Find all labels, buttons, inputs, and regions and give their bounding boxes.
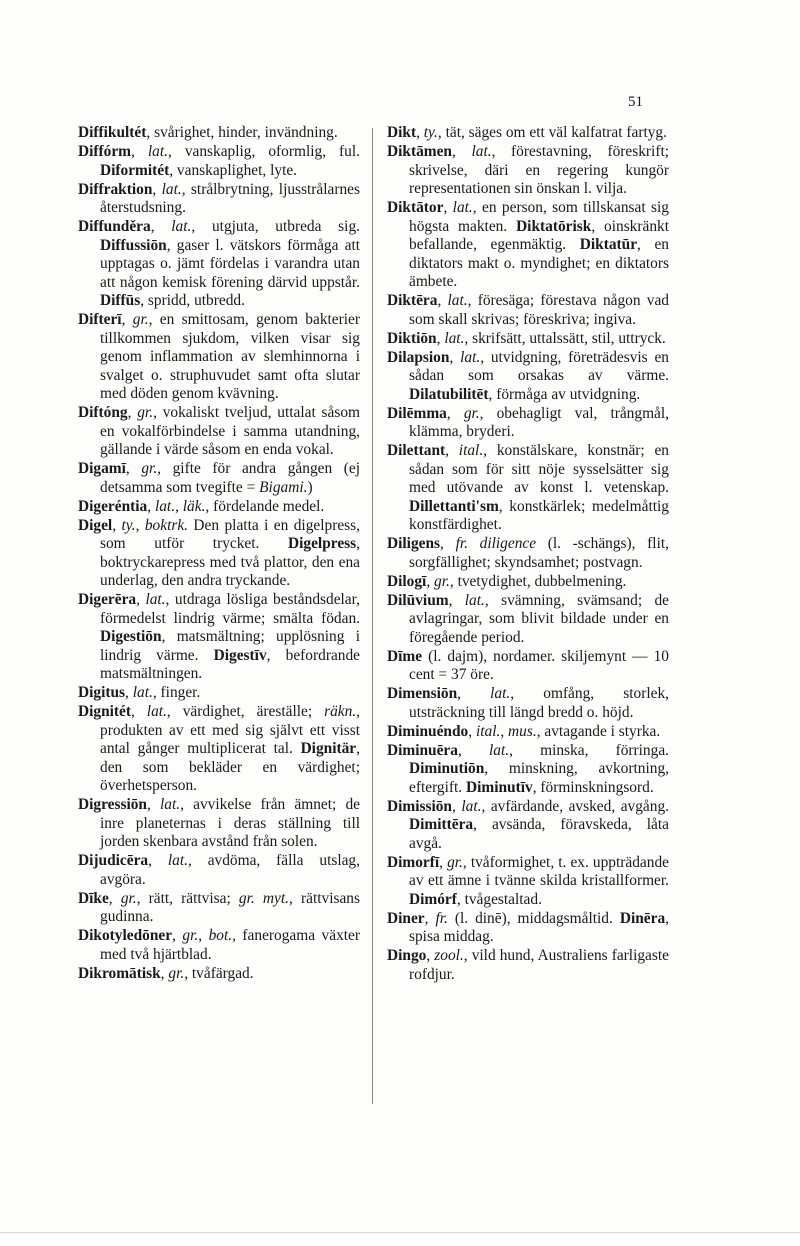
entry-text: , värdighet, äreställe; [166,703,325,720]
entry-headword: Digelpress [288,535,357,552]
entry-abbreviation: mus. [508,722,537,740]
entry-abbreviation: gr. [137,404,154,421]
entry-text: , förminskningsord. [532,778,654,796]
entry-headword: Diffussiōn [100,236,167,254]
entry-text: , en person, som tillskansat sig högsta makten. [409,199,669,235]
entry-abbreviation: räkn. [324,703,357,720]
entry-text: , förestavning, föreskrift; skrivelse, däri en regering kungör representationen sin önskan l. vilja. [409,143,669,197]
entry-text: , obehagligt val, trångmål, klämma, bryderi. [409,404,669,440]
dictionary-entry [78,517,360,591]
right-column [387,124,669,985]
entry-headword: Diminuéndo [387,722,469,740]
entry-text: ) [307,478,313,496]
dictionary-entry [387,292,669,329]
entry-headword: Dīke [78,889,109,907]
entry-headword: Dimensiōn [387,685,458,702]
entry-headword: Dilapsion [387,348,450,366]
entry-text: , vild hund, Australiens farligaste rofdjur. [409,947,669,983]
entry-abbreviation: fr. [435,909,448,927]
entry-text: , [125,460,142,477]
entry-text: (l. -schängs), flit, sorgfällighet; skyndsamhet; postvagn. [409,535,669,571]
entry-headword: Dilūvium [387,591,449,609]
entry-headword: Digeréntia [78,497,148,515]
entry-headword: Diffunděra [78,218,151,235]
entry-text: , tvetydighet, dubbelmening. [449,572,627,590]
dictionary-entry [78,218,360,311]
entry-headword: Dillettanti'sm [409,497,499,515]
dictionary-entry [78,591,360,684]
entry-text: , gaser l. vätskors förmåga att upptagas o. jämt fördelas i varandra utan att någon kemisk förening därvid uppstår. [100,236,360,291]
entry-text: , [426,947,435,964]
entry-text: , rätt, rättvisa; [136,889,239,907]
entry-text: , föresäga; förestava någon vad som skall skrivas; föreskriva; ingiva. [409,292,669,328]
entry-headword: Diktāmen [387,143,452,160]
entry-text: , [135,516,145,534]
entry-headword: Diffūs [100,292,141,309]
entry-headword: Dignitét [78,703,132,720]
entry-text: , [426,572,435,590]
entry-headword: Digestiōn [100,628,162,645]
dictionary-entry [387,685,669,722]
dictionary-entry [387,143,669,199]
entry-abbreviation: lat. [146,703,167,720]
entry-abbreviation: gr. [120,889,137,907]
column-divider [372,128,373,1104]
entry-text: , [148,852,168,869]
entry-abbreviation: lat. [464,591,485,609]
entry-abbreviation: lat. [167,852,188,869]
entry-text: , boktryckarepress med två plattor, den ena underlag, den andra tryckande. [100,535,360,589]
dictionary-entry [78,852,360,889]
entry-text: , tvåformighet, t. ex. uppträdande av ett ämne i tvänne skilda kristallformer. [409,853,669,889]
dictionary-entry [387,947,669,984]
entry-headword: Digressiōn [78,796,147,813]
dictionary-entry [78,796,360,852]
entry-text: , [121,311,133,328]
entry-abbreviation: lat. [461,797,482,815]
entry-abbreviation: lat. [171,218,192,235]
entry-text: , vanskaplighet, lyte. [169,161,298,179]
entry-text: , avfärdande, avsked, avgång. [481,797,669,815]
entry-text: , [468,722,476,740]
entry-text: , [175,497,183,515]
entry-text: , utvidgning, företrädesvis en sådan som orsakas av värme. [409,348,669,384]
entry-text: , vanskaplig, oformlig, ful. [167,143,360,160]
dictionary-entry [387,798,669,854]
dictionary-entry [78,965,360,984]
entry-text: , en diktators makt o. myndighet; en diktators ämbete. [409,236,669,290]
entry-headword: Digel [78,516,113,534]
entry-abbreviation: boktrk. [144,516,189,534]
entry-text: , [125,684,133,701]
entry-headword: Diner [387,909,425,927]
entry-text: , [440,535,456,552]
entry-abbreviation: fr. diligence [455,535,537,552]
entry-headword: Dignitär [300,740,357,757]
entry-abbreviation: läk. [182,497,206,515]
entry-text: , [172,927,183,944]
entry-text: , omfång, storlek, utsträckning till längd bredd o. höjd. [409,685,670,721]
entry-abbreviation: bot. [208,927,233,944]
entry-abbreviation: lat. [444,329,465,347]
entry-text: , [451,143,472,160]
entry-abbreviation: lat. [488,741,510,759]
entry-text: , avdöma, fälla utslag, avgöra. [100,852,360,888]
entry-abbreviation: gr. myt. [238,889,289,907]
entry-text: , befordrande matsmältningen. [100,646,360,682]
entry-text: , utgjuta, utbreda sig. [191,218,360,235]
dictionary-entry [387,442,669,535]
entry-text: , finger. [152,684,201,701]
entry-headword: Dilatubilitēt [409,385,489,403]
entry-text: , [437,292,448,309]
entry-headword: Digamī [78,460,126,477]
entry-text: , förmåga av utvidgning. [488,385,641,403]
entry-abbreviation: lat. [471,143,492,160]
entry-text: , fanerogama växter med två hjärtblad. [100,927,360,963]
dictionary-entry [387,742,669,798]
left-column [78,124,360,984]
entry-text: , [112,516,122,534]
entry-headword: Diktiōn [387,329,437,347]
entry-text: , strålbrytning, ljusstrålarnes återstudsning. [100,180,360,216]
entry-text: , vokaliskt tveljud, uttalat såsom en vokalförbindelse i samma utandning, gällande i värde såsom en enda vokal. [100,404,360,458]
entry-text: , [146,796,161,813]
dictionary-entry [387,405,669,442]
entry-text: , konstkärlek; medelmåttig konstfärdighet. [409,497,669,533]
entry-headword: Dimorfī [387,853,440,871]
dictionary-entry [387,854,669,910]
entry-text: , gifte för andra gången (ej detsamma som tvegifte = [100,460,360,496]
entry-text: , spisa middag. [409,909,669,945]
entry-abbreviation: gr. [434,572,450,590]
entry-headword: Diminuēra [387,741,458,759]
entry-text: , [439,853,448,871]
dictionary-entry [78,890,360,927]
entry-abbreviation: lat. [452,199,473,216]
entry-abbreviation: gr. [141,460,158,477]
entry-abbreviation: lat. [154,497,176,515]
entry-text: , [108,889,121,907]
dictionary-entry [387,535,669,572]
entry-text: , [147,497,155,515]
entry-headword: Dikotyledōner [78,927,173,944]
dictionary-entry [387,124,669,143]
entry-headword: Dimittēra [409,816,474,833]
entry-text: , [457,685,491,702]
dictionary-entry [387,573,669,592]
entry-headword: Dimórf [409,890,457,908]
entry-headword: Diktatūr [579,236,638,253]
entry-abbreviation: gr. [447,853,463,871]
dictionary-entry [387,592,669,648]
dictionary-entry [387,199,669,292]
entry-abbreviation: gr. [463,404,480,422]
entry-abbreviation: gr. [168,964,185,982]
entry-abbreviation: Bigami. [259,478,308,496]
entry-text: , svårighet, hinder, invändning. [146,124,338,141]
entry-headword: Dingo [387,947,427,964]
entry-text: , [500,722,509,740]
entry-text: , konstälskare, konstnär; en sådan som för sitt nöje sysselsätter sig med utövande av konst l. vetenskap. [409,442,669,496]
dictionary-entry [78,404,360,460]
dictionary-entry [387,648,669,685]
entry-text: , utdraga lösliga beståndsdelar, förmedelst lindrig värme; smälta födan. [100,591,360,627]
entry-text: , en smittosam, genom bakterier tillkommen sjukdom, vilken visar sig genom inflammation av slemhinnorna i svalget o. struphuvudet samt ofta slutar med döden genom kvävning. [100,311,360,402]
entry-text: , avtagande i styrka. [536,722,661,740]
dictionary-entry [78,684,360,703]
entry-headword: Dilēmma [387,404,447,422]
entry-abbreviation: ty. [121,516,136,534]
entry-text: , [127,404,138,421]
entry-text: , [152,180,162,198]
entry-text: , [445,442,459,459]
entry-headword: Diffikultét [78,124,147,141]
page-bottom-edge [0,1232,800,1233]
dictionary-entry [387,910,669,947]
entry-text: , fördelande medel. [205,497,325,515]
entry-text: , [131,703,147,720]
entry-text: , minskning, avkortning, eftergift. [409,760,669,796]
entry-text: , [131,143,148,160]
entry-headword: Dilettant [387,442,446,459]
entry-text: , [457,741,489,759]
entry-text: (l. dinē), middagsmåltid. [447,909,620,927]
entry-headword: Diffraktion [78,180,153,198]
entry-headword: Dinēra [619,909,666,927]
entry-headword: Dimissiōn [387,797,452,815]
entry-headword: Dīme [387,647,423,665]
entry-text: , matsmältning; upplösning i lindrig värme. [100,628,360,664]
entry-headword: Diformitét [100,161,170,179]
entry-headword: Dikt [387,124,417,141]
entry-text: , produkten av ett med sig självt ett visst antal gånger multiplicerat tal. [100,703,360,757]
entry-abbreviation: ital. [475,722,501,740]
entry-headword: Dikromātisk [78,964,161,982]
entry-text: , [452,797,462,815]
entry-text: , rättvisans gudinna. [100,889,360,925]
dictionary-entry [78,498,360,517]
entry-headword: Dijudicēra [78,852,149,869]
entry-text: , skrifsätt, uttalssätt, stil, uttryck. [464,329,666,347]
entry-abbreviation: zool. [434,947,464,964]
entry-text: , minska, förringa. [509,741,669,759]
dictionary-entry [78,124,360,143]
entry-abbreviation: lat. [160,796,181,813]
entry-headword: Diminutīv [465,778,533,796]
entry-headword: Digestīv [213,646,267,664]
entry-text: , avsända, föravskeda, låta avgå. [409,816,669,852]
entry-text: , spridd, utbredd. [140,292,245,309]
entry-headword: Difterī [78,311,122,328]
dictionary-entry [387,723,669,742]
entry-text: , [446,404,464,422]
entry-abbreviation: ital. [458,442,484,459]
entry-text: (l. dajm), nordamer. skiljemynt — 10 cent = 37 öre. [409,647,669,683]
entry-text: , [198,927,209,944]
entry-abbreviation: lat. [147,143,168,160]
entry-text: , [150,218,172,235]
entry-text: , [449,348,461,366]
entry-text: , tät, säges om ett väl kalfatrat fartyg. [437,124,667,141]
entry-abbreviation: lat. [145,591,166,608]
entry-text: , [436,329,445,347]
entry-text: , svämning, svämsand; de avlagringar, som blivit bildade under en föregående period. [409,591,669,646]
entry-text: , [448,591,465,609]
entry-headword: Digitus [78,684,126,701]
entry-headword: Diminutiōn [409,760,485,777]
dictionary-entry [78,181,360,218]
entry-abbreviation: lat. [460,348,481,366]
entry-headword: Diktēra [387,292,438,309]
entry-text: , [424,909,436,927]
dictionary-entry [78,311,360,404]
dictionary-entry [78,460,360,497]
entry-abbreviation: lat. [447,292,468,309]
dictionary-entry [387,349,669,405]
entry-text: , [443,199,453,216]
entry-headword: Diligens [387,535,441,552]
dictionary-entry [78,143,360,180]
entry-abbreviation: lat. [490,685,511,702]
dictionary-entry [78,927,360,964]
entry-headword: Digerēra [78,591,137,608]
entry-headword: Diftóng [78,404,128,421]
dictionary-entry [78,703,360,796]
entry-abbreviation: ty. [423,124,438,141]
entry-text: , tvåfärgad. [184,964,254,982]
entry-text: , [416,124,424,141]
entry-headword: Dilogī [387,572,427,590]
entry-abbreviation: gr. [132,311,149,328]
page-number: 51 [628,94,643,110]
entry-text: , den som bekläder en värdighet; överhetsperson. [100,740,360,794]
entry-text: , oinskränkt befallande, egenmäktig. [409,217,669,253]
entry-abbreviation: lat. [132,684,153,701]
entry-headword: Diffórm [78,143,131,160]
entry-text: , [136,591,146,608]
entry-headword: Diktatōrisk [516,217,592,235]
entry-abbreviation: lat. [161,180,182,198]
entry-text: Den platta i en digelpress, som utför trycket. [100,516,360,552]
entry-headword: Diktātor [387,199,444,216]
dictionary-entry [387,330,669,349]
entry-text: , tvågestaltad. [456,890,542,908]
entry-abbreviation: gr. [182,927,199,944]
entry-text: , [160,964,169,982]
entry-text: , avvikelse från ämnet; de inre planeternas i deras ställning till jorden skenbara avstånd från solen. [100,796,360,850]
